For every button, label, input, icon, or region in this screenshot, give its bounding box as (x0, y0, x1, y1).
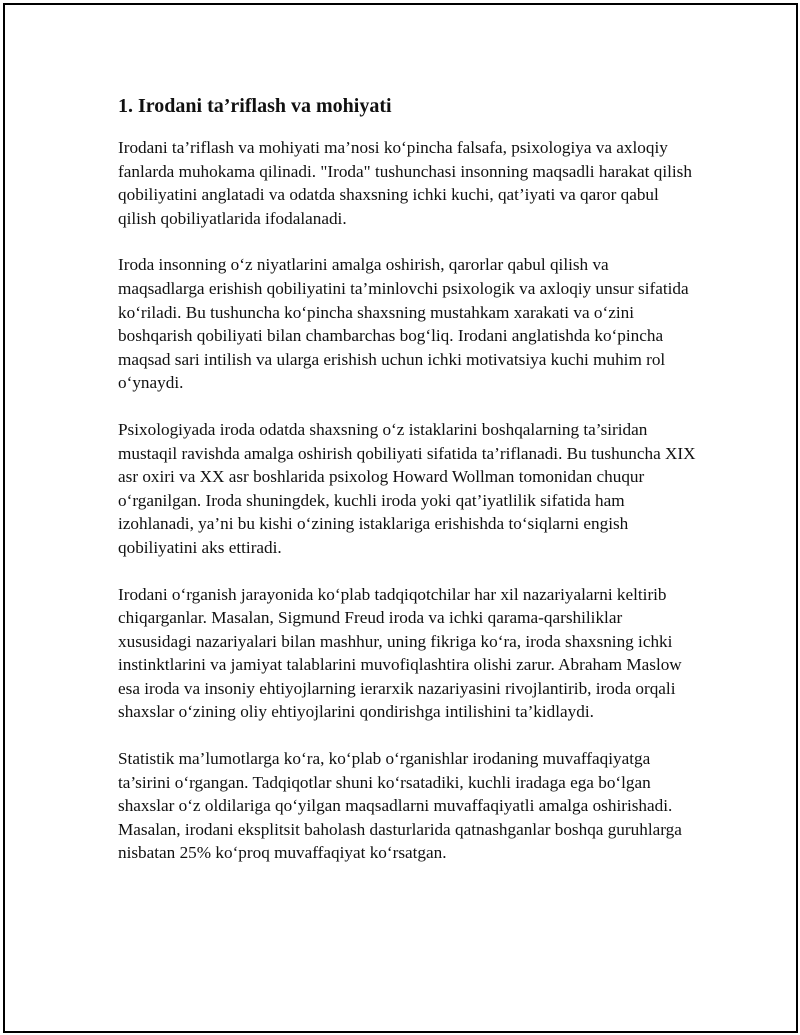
paragraph-theories: Irodani o‘rganish jarayonida ko‘plab tadqiqotchilar har xil nazariyalarni keltirib chiqarganlar. Masalan, Sigmund Freud iroda va ichki qarama-qarshiliklar xususidagi nazariyalari bilan mashhur, uning fikriga ko‘ra, iroda shaxsning ichki instinktlarini va jamiyat talablarini muvofiqlashtira olishi zarur. Abraham Maslow esa iroda va insoniy ehtiyojlarning ierarxik nazariyasini rivojlantirib, iroda orqali shaxslar o‘zining oliy ehtiyojlarini qondirishga intilishini ta’kidlaydi. (118, 584, 682, 722)
paragraph-psychological-element: Iroda insonning o‘z niyatlarini amalga oshirish, qarorlar qabul qilish va maqsadlarga erishish qobiliyatini ta’minlovchi psixologik va axloqiy unsur sifatida ko‘riladi. Bu tushuncha ko‘pincha shaxsning mustahkam xarakati va o‘zini boshqarish qobiliyati bilan chambarchas bog‘liq. Irodani anglatishda ko‘pincha maqsad sari intilish va ularga erishish uchun ichki motivatsiya kuchi muhim rol o‘ynaydi. (118, 255, 689, 393)
paragraph-statistics: Statistik ma’lumotlarga ko‘ra, ko‘plab o‘rganishlar irodaning muvaffaqiyatga ta’sirini o‘rgangan. Tadqiqotlar shuni ko‘rsatadiki, kuchli iradaga ega bo‘lgan shaxslar o‘z oldilariga qo‘yilgan maqsadlarni muvaffaqiyatli amalga oshirishadi. Masalan, irodani eksplitsit baholash dasturlarida qatnashganlar boshqa guruhlarga nisbatan 25% ko‘proq muvaffaqiyat ko‘rsatgan. (118, 749, 682, 863)
section-heading: 1. Irodani ta’riflash va mohiyati (118, 95, 392, 117)
document-body (118, 93, 698, 888)
paragraph-definition: Irodani ta’riflash va mohiyati ma’nosi ko‘pincha falsafa, psixologiya va axloqiy fanlarda muhokama qilinadi. "Iroda" tushunchasi insonning maqsadli harakat qilish qobiliyatini anglatadi va odatda shaxsning ichki kuchi, qat’iyati va qaror qabul qilish qobiliyatlarida ifodalanadi. (118, 138, 692, 228)
paragraph-psychology-view: Psixologiyada iroda odatda shaxsning o‘z istaklarini boshqalarning ta’siridan mustaqil ravishda amalga oshirish qobiliyati sifatida ta’riflanadi. Bu tushuncha XIX asr oxiri va XX asr boshlarida psixolog Howard Wollman tomonidan chuqur o‘rganilgan. Iroda shuningdek, kuchli iroda yoki qat’iyatlilik sifatida ham izohlanadi, ya’ni bu kishi o‘zining istaklariga erishishda to‘siqlarni engish qobiliyatini aks ettiradi. (118, 419, 696, 557)
